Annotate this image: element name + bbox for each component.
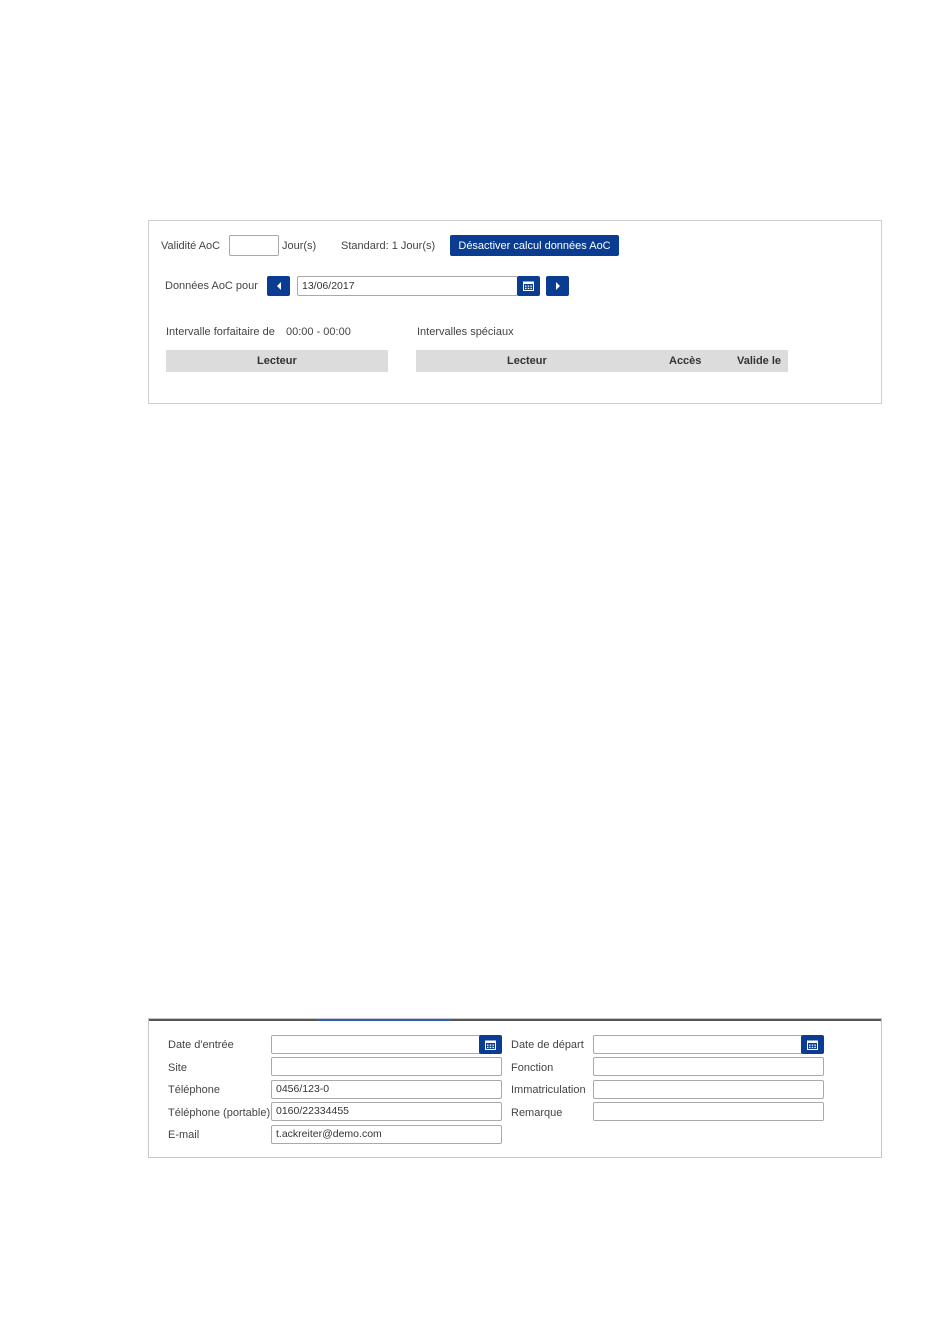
column-header-reader[interactable]: Lecteur (507, 355, 547, 367)
departure-date-input[interactable] (593, 1035, 803, 1054)
column-header-valid-on[interactable]: Valide le (737, 355, 782, 367)
validity-unit-label: Jour(s) (282, 240, 317, 252)
entry-date-calendar-button[interactable] (479, 1035, 502, 1054)
email-label: E-mail (168, 1129, 200, 1141)
calendar-icon (807, 1040, 818, 1050)
special-intervals-label: Intervalles spéciaux (417, 326, 514, 338)
previous-date-button[interactable] (267, 276, 290, 296)
date-calendar-button[interactable] (517, 276, 540, 296)
mobile-phone-label: Téléphone (portable) (168, 1107, 271, 1119)
entry-date-input[interactable] (271, 1035, 481, 1054)
data-for-label: Données AoC pour (165, 280, 258, 292)
site-label: Site (168, 1062, 187, 1074)
flat-interval-label: Intervalle forfaitaire de (166, 326, 275, 338)
active-tab-indicator (317, 1019, 451, 1021)
column-header-access[interactable]: Accès (669, 355, 702, 367)
function-label: Fonction (511, 1062, 554, 1074)
standard-text: Standard: 1 Jour(s) (341, 240, 436, 252)
phone-input[interactable]: 0456/123-0 (271, 1080, 502, 1099)
column-header-reader[interactable]: Lecteur (257, 355, 297, 367)
special-intervals-table-header (416, 350, 788, 372)
chevron-left-icon (276, 282, 282, 290)
remark-input[interactable] (593, 1102, 824, 1121)
date-input[interactable]: 13/06/2017 (297, 276, 518, 296)
site-input[interactable] (271, 1057, 502, 1076)
registration-input[interactable] (593, 1080, 824, 1099)
entry-date-label: Date d'entrée (168, 1039, 234, 1051)
calendar-icon (523, 281, 534, 291)
phone-label: Téléphone (168, 1084, 220, 1096)
departure-date-label: Date de départ (511, 1039, 584, 1051)
flat-interval-table-header (166, 350, 388, 372)
panel-top-border (149, 1019, 881, 1021)
registration-label: Immatriculation (511, 1084, 586, 1096)
validity-label: Validité AoC (161, 240, 221, 252)
remark-label: Remarque (511, 1107, 563, 1119)
contact-panel (148, 1018, 882, 1158)
aoc-panel (148, 220, 882, 404)
departure-date-calendar-button[interactable] (801, 1035, 824, 1054)
deactivate-aoc-button[interactable]: Désactiver calcul données AoC (450, 235, 619, 256)
validity-input[interactable] (229, 235, 279, 256)
chevron-right-icon (555, 282, 561, 290)
function-input[interactable] (593, 1057, 824, 1076)
calendar-icon (485, 1040, 496, 1050)
email-input[interactable]: t.ackreiter@demo.com (271, 1125, 502, 1144)
mobile-phone-input[interactable]: 0160/22334455 (271, 1102, 502, 1121)
flat-interval-value: 00:00 - 00:00 (286, 326, 351, 338)
next-date-button[interactable] (546, 276, 569, 296)
